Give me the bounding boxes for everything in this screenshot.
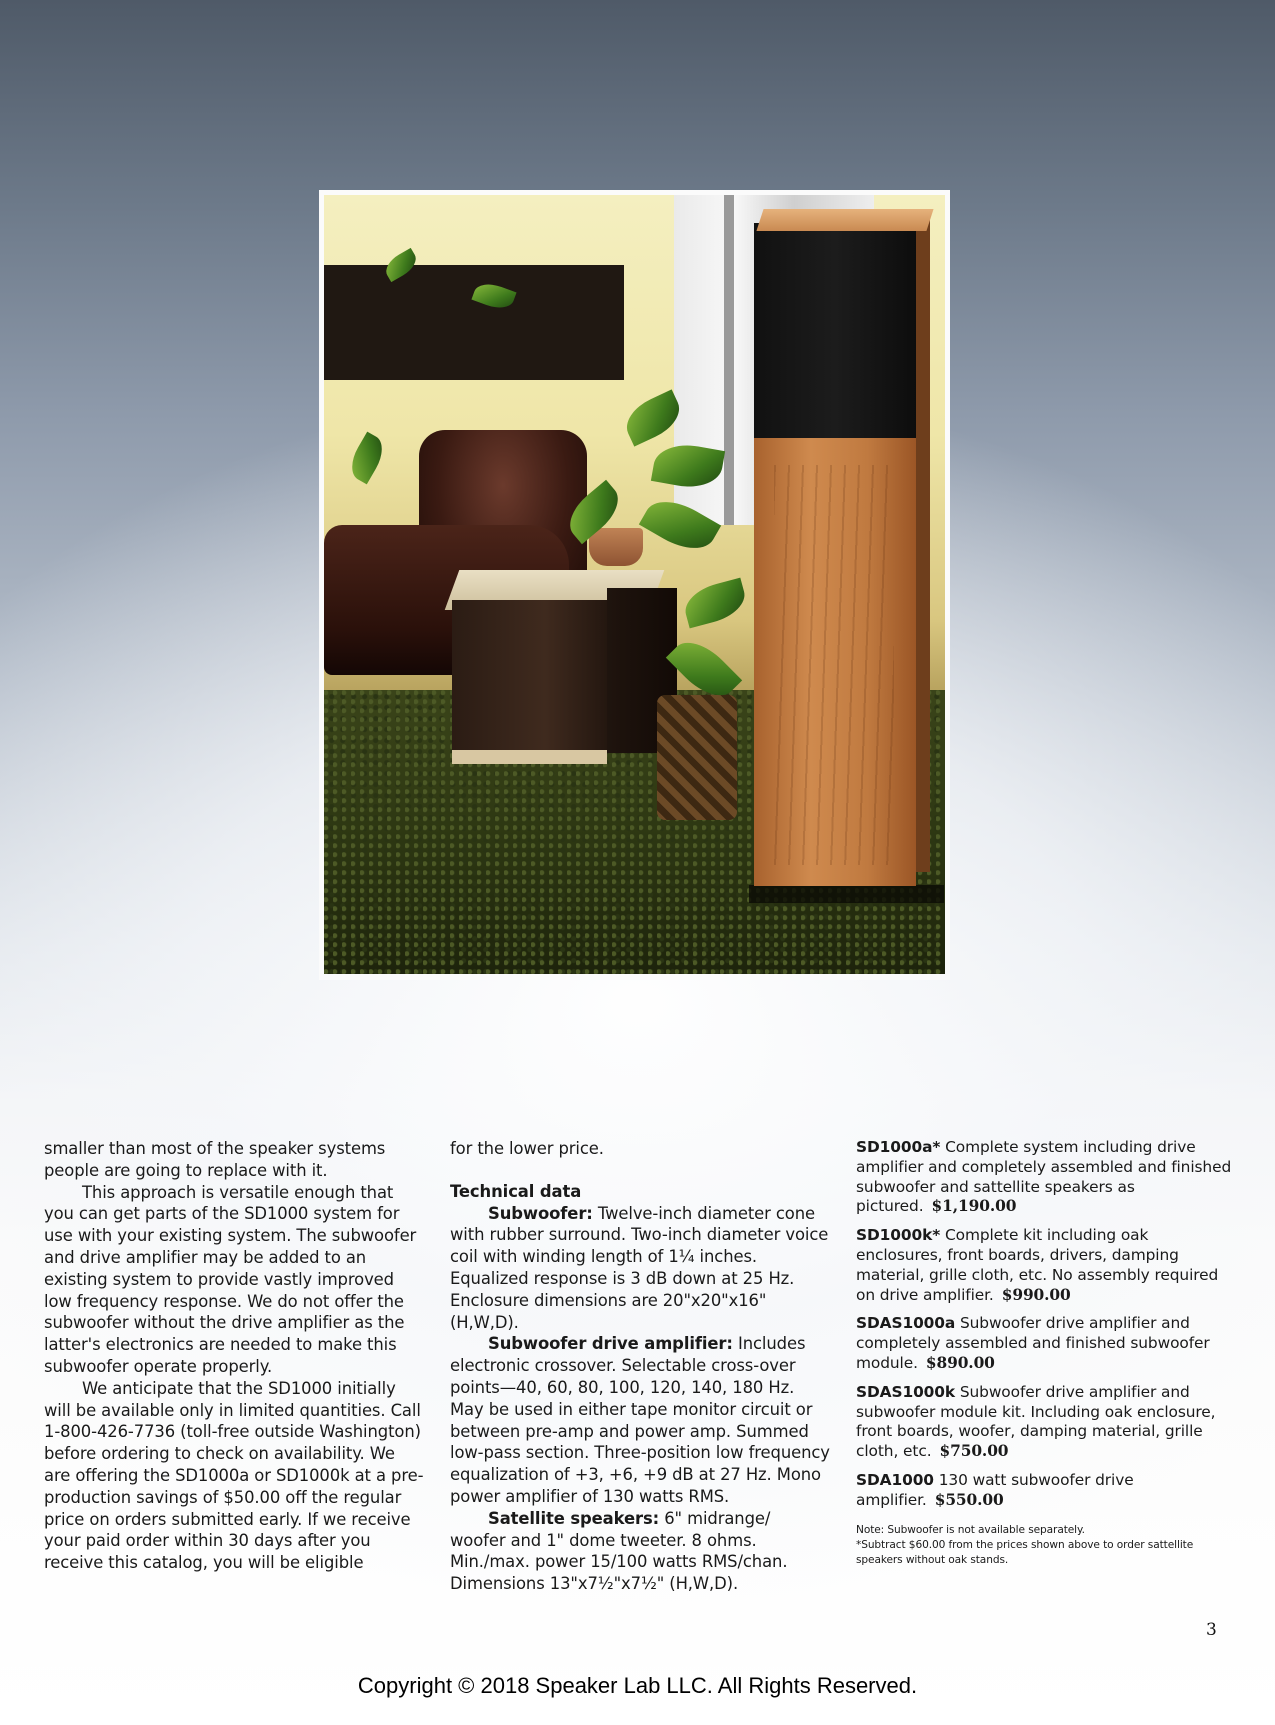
product-price: $1,190.00 (931, 1197, 1017, 1216)
product-code: SD1000a* (856, 1138, 941, 1156)
spec-subwoofer (450, 1203, 830, 1334)
product-description: Complete system including drive amplifier and completely assembled and finished subwoofer and sattellite speakers as pictured. (856, 1138, 1232, 1216)
product-photo-frame (319, 190, 950, 980)
spec-label: Subwoofer: (488, 1203, 593, 1223)
spec-label: Subwoofer drive amplifier: (488, 1334, 733, 1354)
text-column-1 (44, 1138, 424, 1574)
spec-label: Satellite speakers: (488, 1508, 660, 1528)
page-number: 3 (1206, 1620, 1217, 1640)
paragraph: smaller than most of the speaker systems people are going to replace with it. (44, 1139, 386, 1180)
photo-speaker-top (756, 209, 933, 231)
product-code: SDAS1000k (856, 1382, 956, 1401)
paragraph: This approach is versatile enough that you can get parts of the SD1000 system for use with your existing system. The subwoofer and drive amplifier may be added to an existing system to provide vastly improved low frequency response. We do not offer the subwoofer without the drive amplifier as the latter's electronics are needed to make this subwoofer operate properly. (44, 1182, 417, 1376)
product-item (856, 1383, 1232, 1462)
footnote-line: *Subtract $60.00 from the prices shown above to order sattellite speakers without oak stands. (856, 1538, 1194, 1566)
text-column-2 (450, 1138, 830, 1595)
product-photo (324, 195, 945, 974)
photo-plant-basket (657, 695, 737, 820)
product-description: Subwoofer drive amplifier and completely assembled and finished subwoofer module. (856, 1314, 1210, 1372)
product-description: Complete kit including oak enclosures, front boards, drivers, damping material, grille cloth, etc. No assembly required on drive amplifier. (856, 1226, 1219, 1304)
photo-plant-pot (589, 528, 643, 566)
product-item (856, 1138, 1232, 1217)
spec-satellite (450, 1508, 830, 1595)
product-item (856, 1471, 1232, 1511)
photo-window-frame (724, 195, 734, 525)
photo-subwoofer-cabinet (452, 600, 607, 760)
footnote-line: Note: Subwoofer is not available separately. (856, 1523, 1085, 1536)
photo-speaker-grille (754, 223, 916, 438)
spec-text: Twelve-inch diameter cone with rubber surround. Two-inch diameter voice coil with winding length of 1¼ inches. Equalized response is 3 dB down at 25 Hz. Enclosure dimensions are 20"x20"x16" (H,W,D). (450, 1203, 829, 1332)
section-heading: Technical data (450, 1181, 582, 1201)
photo-speaker-side (916, 217, 930, 872)
product-item (856, 1314, 1232, 1373)
product-description: 130 watt subwoofer drive amplifier. (856, 1470, 1134, 1509)
spec-amplifier (450, 1333, 830, 1507)
product-price: $990.00 (1001, 1285, 1071, 1304)
photo-speaker-wood-grain (774, 465, 894, 865)
spec-text: Includes electronic crossover. Selectable cross-over points—40, 60, 80, 100, 120, 140, 180 Hz. May be used in either tape monitor circuit or between pre-amp and power amp. Summed low-pass section. Three-position low frequency equalization of +3, +6, +9 dB at 27 Hz. Mono power amplifier of 130 watts RMS. (450, 1334, 830, 1506)
photo-wall-panel (324, 265, 624, 380)
product-code: SD1000k* (856, 1226, 941, 1245)
product-code: SDAS1000a (856, 1314, 956, 1333)
photo-subwoofer-base (452, 750, 607, 764)
paragraph: We anticipate that the SD1000 initially will be available only in limited quantities. Call 1-800-426-7736 (toll-free outside Washington) before ordering to check on availability. We are offering the SD1000a or SD1000k at a pre-production savings of $50.00 off the regular price on orders submitted early. If we receive your paid order within 30 days after you receive this catalog, you will be eligible (44, 1378, 424, 1573)
footnote (856, 1523, 1232, 1568)
spec-text: 6" midrange/ woofer and 1" dome tweeter. 8 ohms. Min./max. power 15/100 watts RMS/chan. Dimensions 13"x7½"x7½" (H,W,D). (450, 1508, 788, 1594)
product-price: $550.00 (934, 1490, 1004, 1509)
paragraph: for the lower price. (450, 1139, 604, 1158)
product-description: Subwoofer drive amplifier and subwoofer module kit. Including oak enclosure, front boards, woofer, damping material, grille cloth, etc. (856, 1382, 1216, 1461)
product-price: $890.00 (925, 1353, 995, 1372)
product-item (856, 1226, 1232, 1305)
price-list (856, 1138, 1232, 1568)
product-code: SDA1000 (856, 1470, 934, 1489)
copyright-notice: Copyright © 2018 Speaker Lab LLC. All Rights Reserved. (357, 1673, 918, 1698)
photo-speaker-shadow (749, 885, 944, 903)
product-price: $750.00 (939, 1442, 1009, 1461)
